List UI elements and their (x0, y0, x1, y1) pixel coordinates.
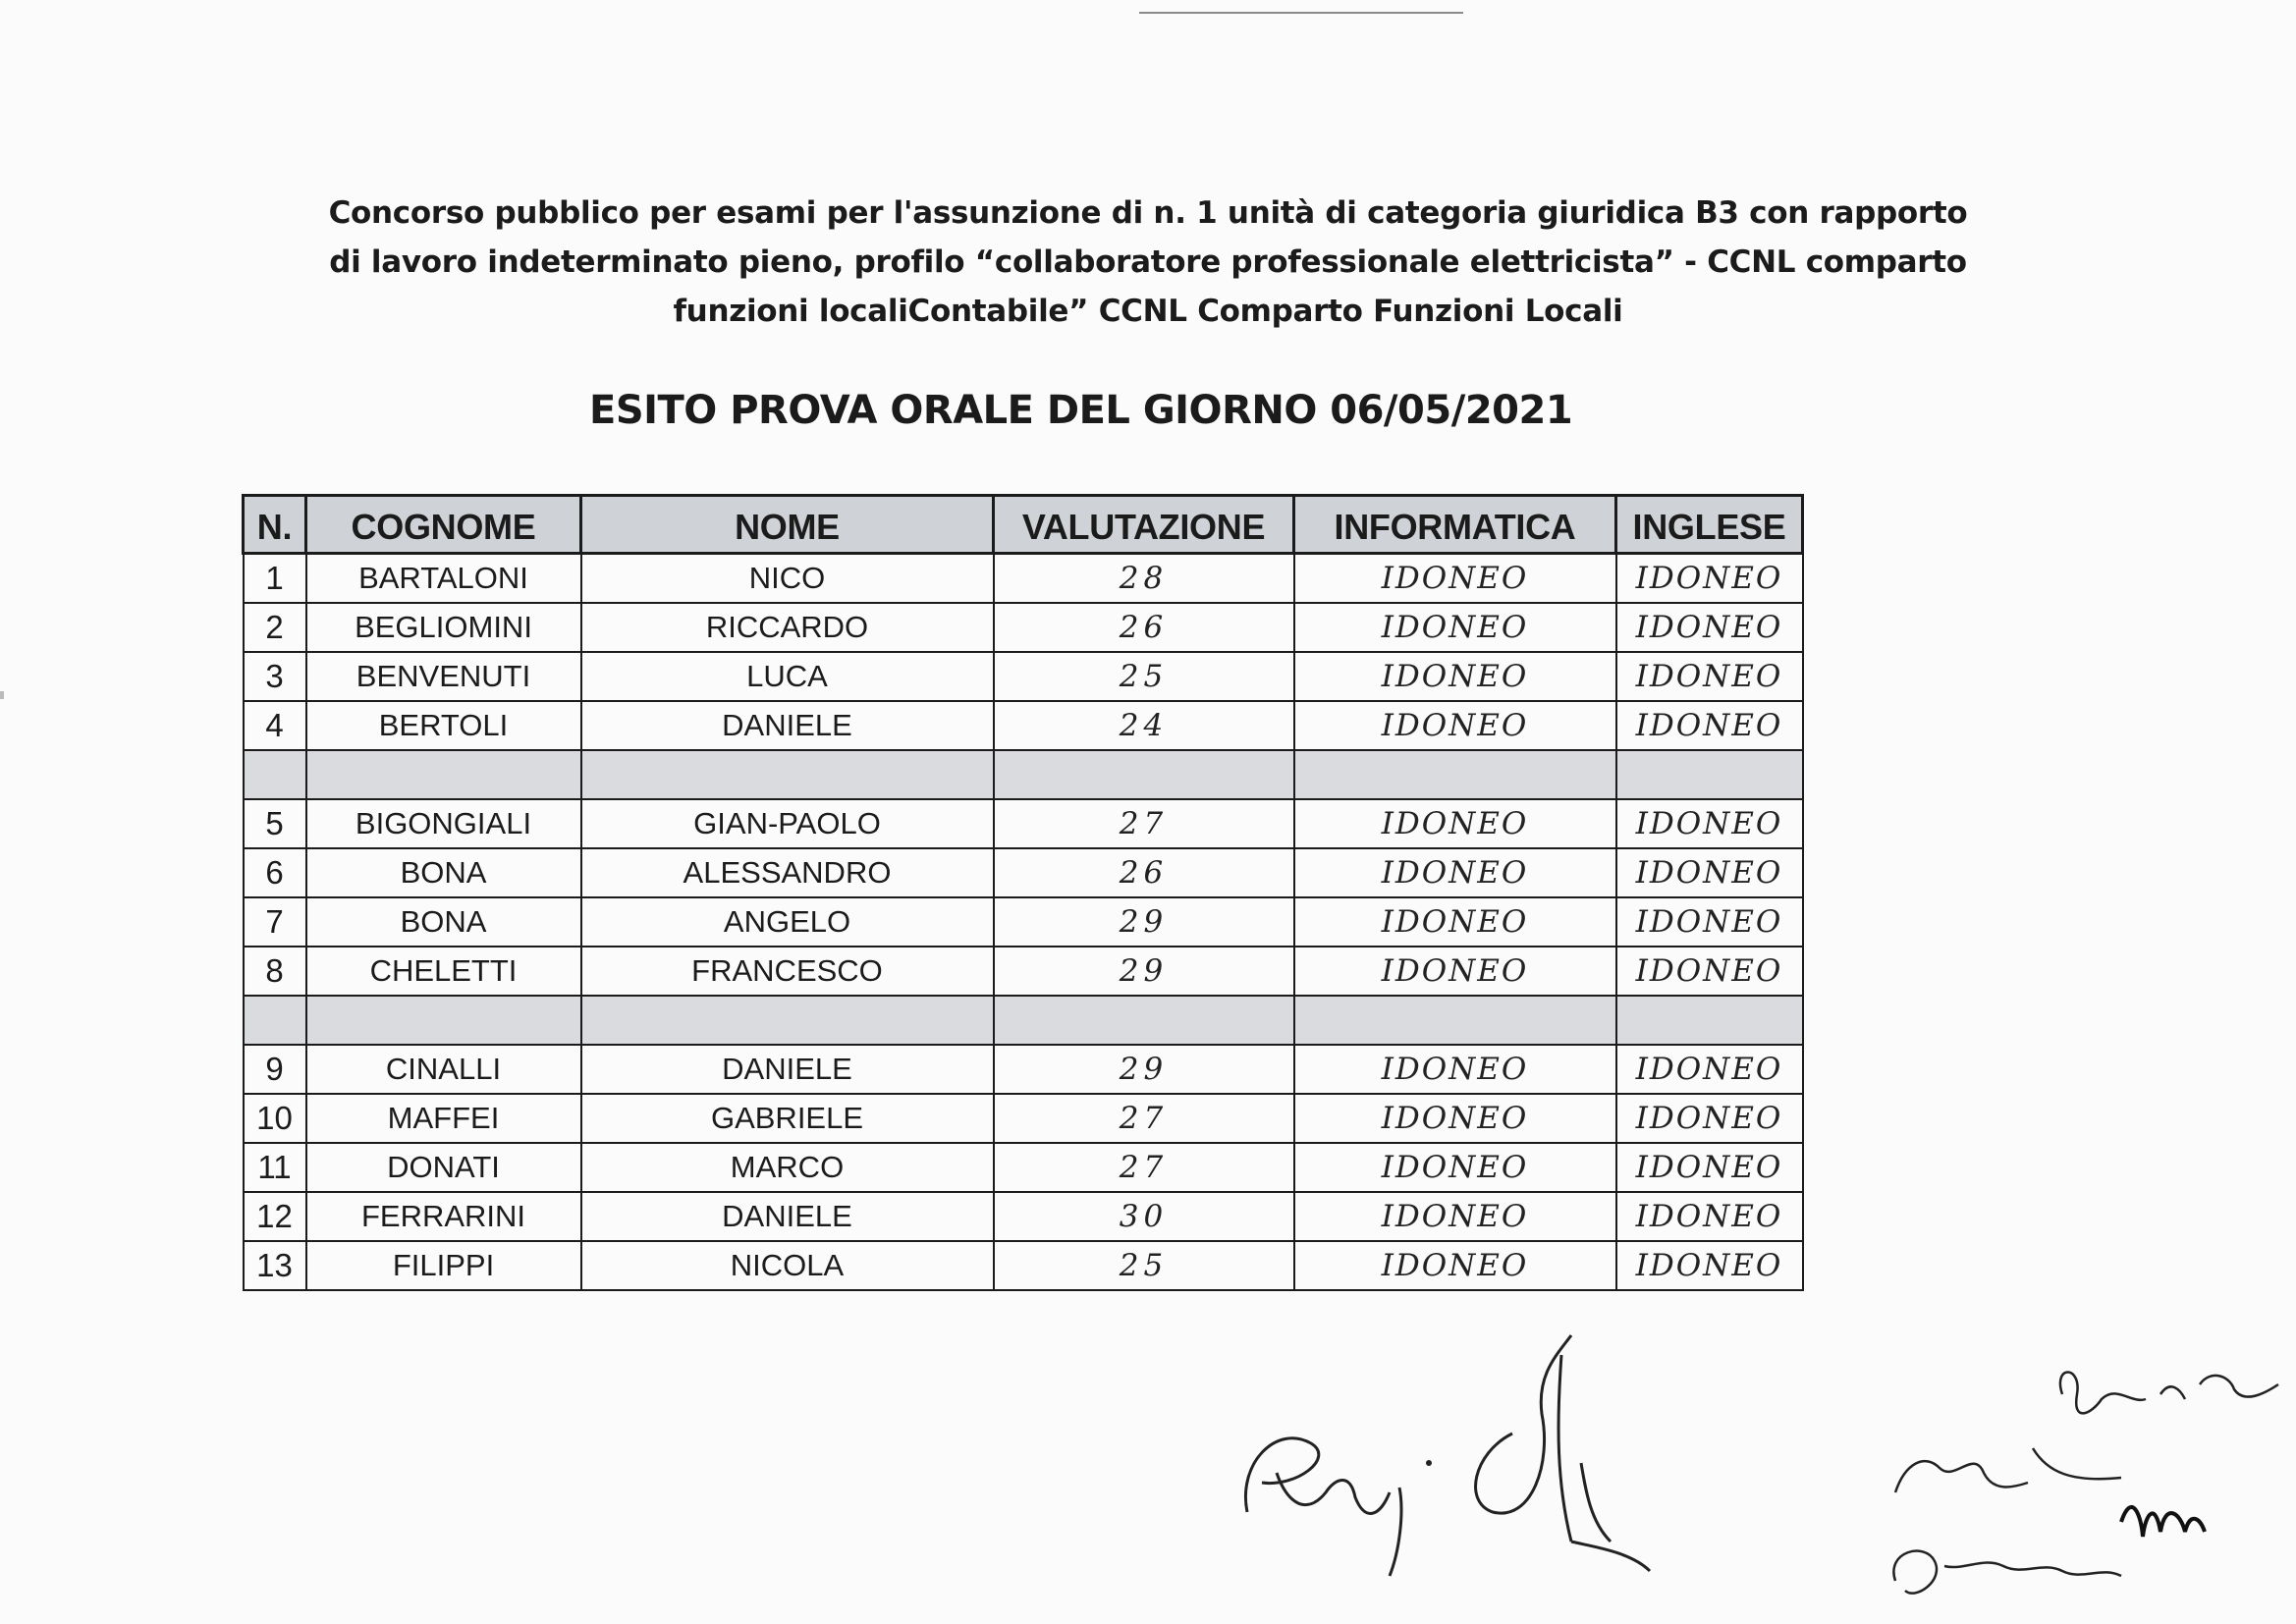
signature-1 (1218, 1316, 1679, 1610)
cell-cognome: BIGONGIALI (306, 799, 581, 848)
cell-informatica: IDONEO (1294, 603, 1616, 652)
cell-informatica: IDONEO (1294, 897, 1616, 947)
spacer-cell (244, 996, 306, 1045)
cell-number: 1 (244, 554, 306, 604)
table-row (244, 554, 1803, 604)
cell-number: 12 (244, 1192, 306, 1241)
cell-nome: ALESSANDRO (581, 848, 994, 897)
cell-cognome: BONA (306, 897, 581, 947)
title-line-2: di lavoro indeterminato pieno, profilo “collaboratore professionale elettricista” - CCNL comparto (329, 244, 1967, 280)
header-n: N. (244, 496, 306, 554)
table-row (244, 1045, 1803, 1094)
spacer-cell (1616, 996, 1803, 1045)
cell-informatica: IDONEO (1294, 652, 1616, 701)
cell-nome: MARCO (581, 1143, 994, 1192)
cell-number: 8 (244, 947, 306, 996)
cell-inglese: IDONEO (1616, 1143, 1803, 1192)
cell-number: 10 (244, 1094, 306, 1143)
cell-number: 9 (244, 1045, 306, 1094)
cell-nome: DANIELE (581, 1045, 994, 1094)
cell-number: 2 (244, 603, 306, 652)
table-row (244, 1241, 1803, 1290)
cell-number: 3 (244, 652, 306, 701)
cell-valutazione: 30 (994, 1192, 1294, 1241)
cell-informatica: IDONEO (1294, 1045, 1616, 1094)
cell-nome: NICO (581, 554, 994, 604)
table-row (244, 1143, 1803, 1192)
exam-result-heading: ESITO PROVA ORALE DEL GIORNO 06/05/2021 (589, 388, 1573, 433)
cell-inglese: IDONEO (1616, 1045, 1803, 1094)
cell-nome: GABRIELE (581, 1094, 994, 1143)
cell-inglese: IDONEO (1616, 652, 1803, 701)
cell-valutazione: 27 (994, 1143, 1294, 1192)
cell-informatica: IDONEO (1294, 1192, 1616, 1241)
table-row (244, 1192, 1803, 1241)
table-row (244, 848, 1803, 897)
table-row (244, 603, 1803, 652)
cell-cognome: BARTALONI (306, 554, 581, 604)
cell-nome: RICCARDO (581, 603, 994, 652)
cell-cognome: MAFFEI (306, 1094, 581, 1143)
scan-margin-mark (0, 691, 4, 699)
cell-inglese: IDONEO (1616, 799, 1803, 848)
header-cognome: COGNOME (306, 496, 581, 554)
spacer-cell (306, 996, 581, 1045)
cell-number: 7 (244, 897, 306, 947)
cell-cognome: BENVENUTI (306, 652, 581, 701)
cell-inglese: IDONEO (1616, 554, 1803, 604)
cell-number: 11 (244, 1143, 306, 1192)
cell-valutazione: 25 (994, 652, 1294, 701)
header-inglese: INGLESE (1616, 496, 1803, 554)
spacer-cell (306, 750, 581, 799)
title-line-3: funzioni localiContabile” CCNL Comparto Funzioni Locali (673, 294, 1623, 329)
spacer-row (244, 996, 1803, 1045)
spacer-row (244, 750, 1803, 799)
cell-nome: GIAN-PAOLO (581, 799, 994, 848)
cell-informatica: IDONEO (1294, 799, 1616, 848)
header-informatica: INFORMATICA (1294, 496, 1616, 554)
cell-number: 6 (244, 848, 306, 897)
cell-inglese: IDONEO (1616, 701, 1803, 750)
cell-cognome: FERRARINI (306, 1192, 581, 1241)
cell-inglese: IDONEO (1616, 1094, 1803, 1143)
spacer-cell (581, 750, 994, 799)
cell-inglese: IDONEO (1616, 947, 1803, 996)
cell-inglese: IDONEO (1616, 1241, 1803, 1290)
spacer-cell (244, 750, 306, 799)
cell-informatica: IDONEO (1294, 1241, 1616, 1290)
table-row (244, 947, 1803, 996)
cell-informatica: IDONEO (1294, 848, 1616, 897)
spacer-cell (1294, 750, 1616, 799)
cell-cognome: CINALLI (306, 1045, 581, 1094)
cell-nome: DANIELE (581, 701, 994, 750)
cell-nome: DANIELE (581, 1192, 994, 1241)
cell-informatica: IDONEO (1294, 947, 1616, 996)
cell-informatica: IDONEO (1294, 1143, 1616, 1192)
header-valutazione: VALUTAZIONE (994, 496, 1294, 554)
cell-valutazione: 27 (994, 799, 1294, 848)
cell-cognome: DONATI (306, 1143, 581, 1192)
cell-number: 4 (244, 701, 306, 750)
table-row (244, 701, 1803, 750)
spacer-cell (1294, 996, 1616, 1045)
cell-nome: FRANCESCO (581, 947, 994, 996)
cell-informatica: IDONEO (1294, 1094, 1616, 1143)
header-nome: NOME (581, 496, 994, 554)
table-row (244, 799, 1803, 848)
spacer-cell (1616, 750, 1803, 799)
document-title (0, 189, 2296, 336)
spacer-cell (994, 750, 1294, 799)
cell-valutazione: 29 (994, 947, 1294, 996)
cell-valutazione: 28 (994, 554, 1294, 604)
cell-nome: LUCA (581, 652, 994, 701)
spacer-cell (994, 996, 1294, 1045)
cell-number: 13 (244, 1241, 306, 1290)
cell-inglese: IDONEO (1616, 603, 1803, 652)
title-line-1: Concorso pubblico per esami per l'assunzione di n. 1 unità di categoria giuridica B3 con rapporto (328, 195, 1968, 231)
cell-cognome: CHELETTI (306, 947, 581, 996)
signature-2 (1886, 1355, 2288, 1620)
cell-informatica: IDONEO (1294, 554, 1616, 604)
cell-inglese: IDONEO (1616, 897, 1803, 947)
cell-valutazione: 27 (994, 1094, 1294, 1143)
cell-cognome: BERTOLI (306, 701, 581, 750)
cell-inglese: IDONEO (1616, 848, 1803, 897)
results-table (242, 494, 1804, 1291)
cell-nome: ANGELO (581, 897, 994, 947)
table-header-row (244, 496, 1803, 554)
cell-cognome: BONA (306, 848, 581, 897)
cell-nome: NICOLA (581, 1241, 994, 1290)
cell-cognome: FILIPPI (306, 1241, 581, 1290)
table-row (244, 1094, 1803, 1143)
spacer-cell (581, 996, 994, 1045)
table-row (244, 897, 1803, 947)
cell-valutazione: 26 (994, 848, 1294, 897)
scan-top-line (1139, 12, 1463, 14)
cell-cognome: BEGLIOMINI (306, 603, 581, 652)
cell-inglese: IDONEO (1616, 1192, 1803, 1241)
cell-valutazione: 26 (994, 603, 1294, 652)
cell-valutazione: 25 (994, 1241, 1294, 1290)
cell-valutazione: 29 (994, 1045, 1294, 1094)
cell-informatica: IDONEO (1294, 701, 1616, 750)
cell-valutazione: 24 (994, 701, 1294, 750)
cell-number: 5 (244, 799, 306, 848)
cell-valutazione: 29 (994, 897, 1294, 947)
table-row (244, 652, 1803, 701)
